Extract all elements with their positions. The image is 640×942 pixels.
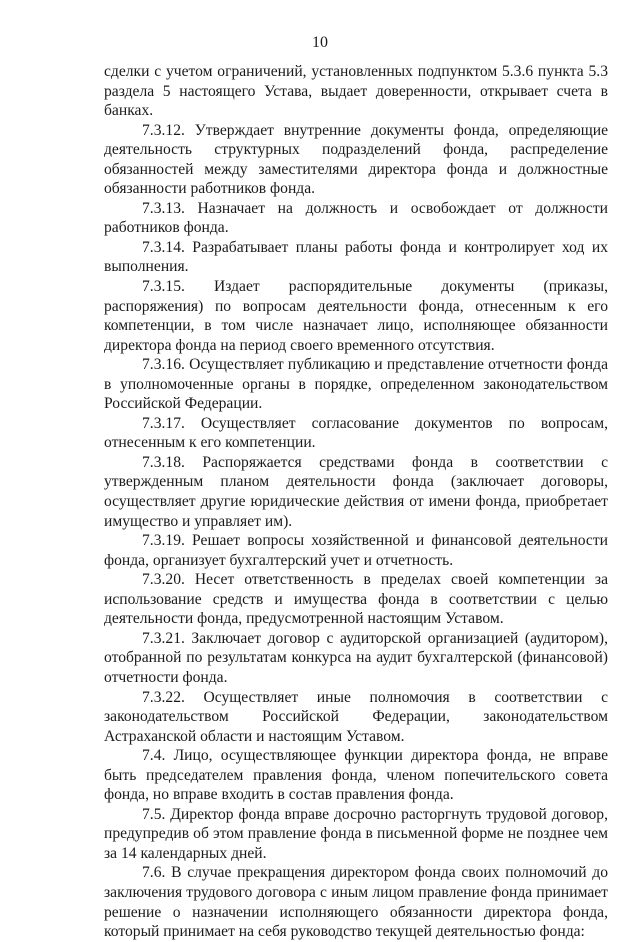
paragraph-p10: 7.3.21. Заключает договор с аудиторской организацией (аудитором), отобранной по результатам конкурса на аудит бухгалтерской (финансовой) отчетности фонда. <box>104 629 608 686</box>
paragraph-p1: 7.3.12. Утверждает внутренние документы фонда, определяющие деятельность структурных подразделений фонда, распределение обязанностей между заместителями директора фонда и должностные обязанности работников фонда. <box>104 121 608 198</box>
paragraph-p14: 7.6. В случае прекращения директором фонда своих полномочий до заключения трудового договора с иным лицом правление фонда принимает решение о назначении исполняющего обязанности директора фонда, который принимает на себя руководство текущей деятельностью фонда: <box>104 864 608 941</box>
paragraph-p11: 7.3.22. Осуществляет иные полномочия в соответствии с законодательством Российской Федерации, законодательством Астраханской области и настоящим Уставом. <box>104 688 608 745</box>
paragraph-p5: 7.3.16. Осуществляет публикацию и представление отчетности фонда в уполномоченные органы в порядке, определенном законодательством Российской Федерации. <box>104 356 608 413</box>
paragraph-p13: 7.5. Директор фонда вправе досрочно расторгнуть трудовой договор, предупредив об этом правление фонда в письменной форме не позднее чем за 14 календарных дней. <box>104 805 608 862</box>
page-number: 10 <box>312 34 328 51</box>
paragraph-p4: 7.3.15. Издает распорядительные документы (приказы, распоряжения) по вопросам деятельности фонда, отнесенным к его компетенции, в том числе назначает лицо, исполняющее обязанности директора фонда на период своего временного отсутствия. <box>104 278 608 354</box>
paragraph-p2: 7.3.13. Назначает на должность и освобождает от должности работников фонда. <box>104 199 608 237</box>
paragraph-p8: 7.3.19. Решает вопросы хозяйственной и финансовой деятельности фонда, организует бухгалтерский учет и отчетность. <box>104 532 608 569</box>
paragraph-p9: 7.3.20. Несет ответственность в пределах своей компетенции за использование средств и имущества фонда в соответствии с целью деятельности фонда, предусмотренной настоящим Уставом. <box>104 571 608 628</box>
paragraph-p7: 7.3.18. Распоряжается средствами фонда в соответствии с утвержденным планом деятельности фонда (заключает договоры, осуществляет другие юридические действия от имени фонда, приобретает имущество и управляет им). <box>104 453 608 530</box>
paragraph-p12: 7.4. Лицо, осуществляющее функции директора фонда, не вправе быть председателем правления фонда, членом попечительского совета фонда, но вправе входить в состав правления фонда. <box>104 747 608 804</box>
paragraph-p6: 7.3.17. Осуществляет согласование документов по вопросам, отнесенным к его компетенции. <box>104 414 608 452</box>
paragraph-p3: 7.3.14. Разрабатывает планы работы фонда и контролирует ход их выполнения. <box>104 238 608 276</box>
document-body <box>104 62 608 942</box>
paragraph-p0: сделки с учетом ограничений, установленных подпунктом 5.3.6 пункта 5.3 раздела 5 настоящего Устава, выдает доверенности, открывает счета в банках. <box>104 63 608 120</box>
